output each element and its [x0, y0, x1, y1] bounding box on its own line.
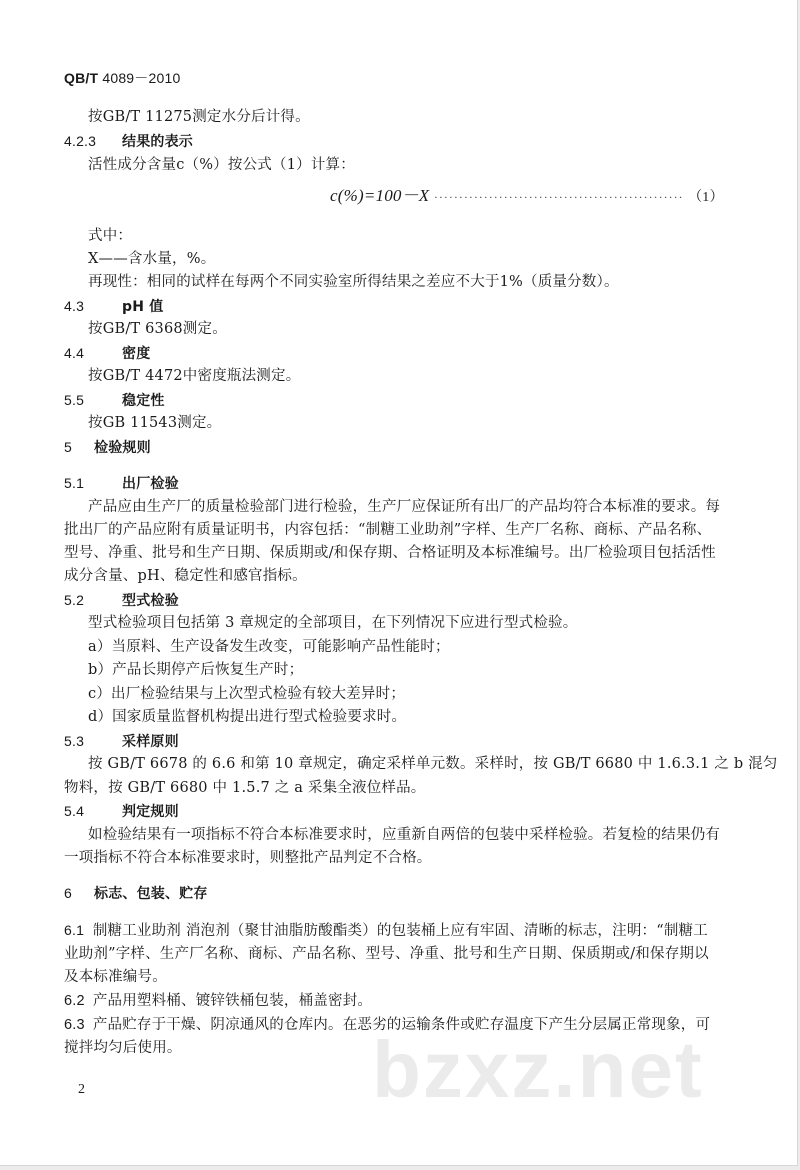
section-heading-4-4: 4.4 密度 [64, 345, 151, 362]
section-6-1-line-1: 6.1 制糖工业助剂 消泡剂（聚甘油脂肪酸酯类）的包装桶上应有牢固、清晰的标志，注明：“制糖工 [64, 922, 708, 939]
variable-definition: X——含水量，%。 [88, 251, 216, 267]
list-item: a）当原料、生产设备发生改变，可能影响产品性能时； [88, 639, 450, 655]
paragraph-line: 型号、净重、批号和生产日期、保质期或/和保存期、合格证明及本标准编号。出厂检验项目包括活性 [64, 545, 716, 561]
formula-number: （1） [688, 190, 724, 205]
section-heading-4-3: 4.3 pH 值 [64, 298, 164, 315]
section-heading-4-2-3: 4.2.3 结果的表示 [64, 133, 193, 150]
section-heading-5-4: 5.4 判定规则 [64, 803, 179, 820]
paragraph-line: 如检验结果有一项指标不符合本标准要求时，应重新自两倍的包装中采样检验。若复检的结果仍有 [88, 827, 721, 843]
section-number: 6.1 [64, 922, 85, 938]
section-6-3-line-1: 6.3 产品贮存于干燥、阴凉通风的仓库内。在恶劣的运输条件或贮存温度下产生分层属正常现象，可 [64, 1017, 711, 1033]
paragraph-line: 一项指标不符合本标准要求时，则整批产品判定不合格。 [64, 850, 432, 866]
section-heading-5-2: 5.2 型式检验 [64, 592, 179, 609]
paragraph-line: 产品应由生产厂的质量检验部门进行检验，生产厂应保证所有出厂的产品均符合本标准的要求。每 [88, 499, 721, 515]
chapter-heading-5: 5 检验规则 [64, 439, 151, 456]
paragraph: 按GB/T 6368测定。 [88, 321, 227, 337]
paragraph: 型式检验项目包括第 3 章规定的全部项目，在下列情况下应进行型式检验。 [88, 615, 578, 631]
paragraph: 按GB/T 11275测定水分后计得。 [88, 109, 310, 125]
standard-number: 4089－2010 [102, 70, 181, 86]
list-item: c）出厂检验结果与上次型式检验有较大差异时； [88, 686, 406, 702]
paragraph-line: 批出厂的产品应附有质量证明书，内容包括：“制糖工业助剂”字样、生产厂名称、商标、产品名称、 [64, 522, 712, 538]
paragraph: 再现性：相同的试样在每两个不同实验室所得结果之差应不大于1%（质量分数）。 [88, 274, 619, 290]
standard-header [64, 68, 180, 88]
section-heading-5-1: 5.1 出厂检验 [64, 475, 179, 492]
section-number: 6.2 [64, 993, 85, 1009]
formula-expression: c(%)=100－X [330, 186, 430, 205]
chapter-heading-6: 6 标志、包装、贮存 [64, 885, 208, 902]
paragraph: 式中： [88, 228, 133, 244]
standard-code: QB/T [64, 70, 99, 86]
paragraph-line: 按 GB/T 6678 的 6.6 和第 10 章规定，确定采样单元数。采样时，按 GB/T 6680 中 1.6.3.1 之 b 混匀 [88, 756, 778, 772]
paragraph: 按GB/T 4472中密度瓶法测定。 [88, 368, 301, 384]
page-number: 2 [78, 1082, 85, 1097]
list-item: d）国家质量监督机构提出进行型式检验要求时。 [88, 709, 407, 725]
formula-leader: ·················································· [433, 190, 684, 204]
section-heading-5-3: 5.3 采样原则 [64, 733, 179, 750]
paragraph-line: 成分含量、pH、稳定性和感官指标。 [64, 568, 307, 584]
paragraph: 按GB 11543测定。 [88, 415, 222, 431]
list-item: b）产品长期停产后恢复生产时； [88, 662, 304, 678]
section-6-2: 6.2 产品用塑料桶、镀锌铁桶包装，桶盖密封。 [64, 993, 373, 1009]
paragraph-line: 及本标准编号。 [64, 969, 167, 985]
paragraph: 活性成分含量c（%）按公式（1）计算： [88, 157, 355, 173]
paragraph-line: 业助剂”字样、生产厂名称、商标、产品名称、型号、净重、批号和生产日期、保质期或/和保存期以 [64, 946, 709, 962]
section-number: 6.3 [64, 1017, 85, 1033]
paragraph-line: 搅拌均匀后使用。 [64, 1040, 182, 1056]
section-heading-5-5: 5.5 稳定性 [64, 392, 165, 409]
watermark: bzxz.net [372, 1025, 704, 1114]
paragraph-line: 物料，按 GB/T 6680 中 1.5.7 之 a 采集全液位样品。 [64, 780, 426, 796]
formula-1 [330, 186, 724, 208]
